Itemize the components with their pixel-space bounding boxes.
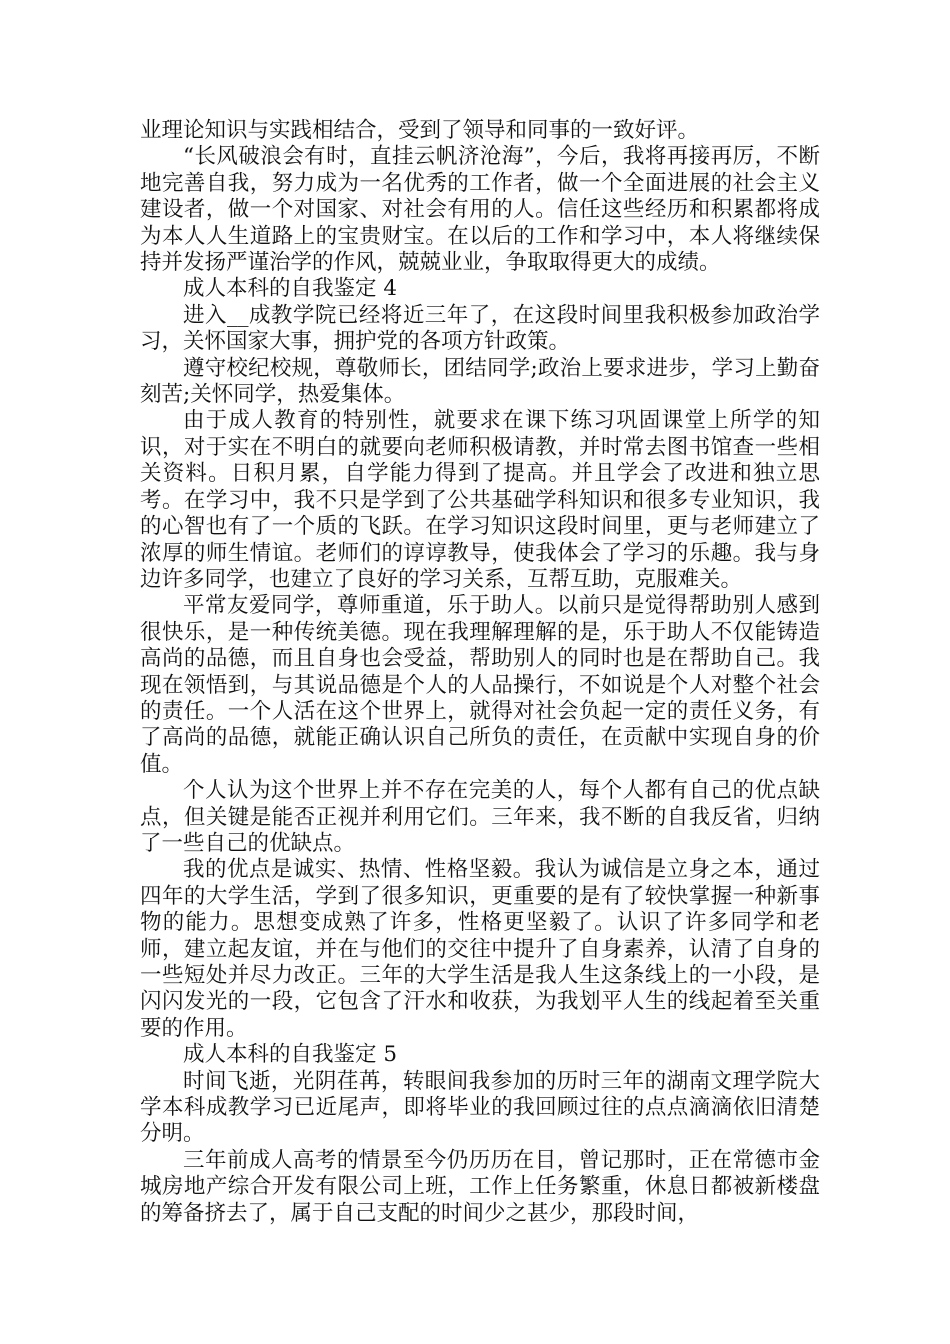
paragraph: 我的优点是诚实、热情、性格坚毅。我认为诚信是立身之本，通过四年的大学生活，学到了很多知识，更重要的是有了较快掌握一种新事物的能力。思想变成熟了许多，性格更坚毅了。认识了许多同学和老师，建立起友谊，并在与他们的交往中提升了自身素养，认清了自身的一些短处并尽力改正。三年的大学生活是我人生这条线上的一小段，是闪闪发光的一段，它包含了汗水和收获，为我划平人生的线起着至关重要的作用。 — [140, 857, 820, 1041]
paragraph: 由于成人教育的特别性，就要求在课下练习巩固课堂上所学的知识，对于实在不明白的就要向老师积极请教，并时常去图书馆查一些相关资料。日积月累，自学能力得到了提高。并且学会了改进和独立思考。在学习中，我不只是学到了公共基础学科知识和很多专业知识，我的心智也有了一个质的飞跃。在学习知识这段时间里，更与老师建立了浓厚的师生情谊。老师们的谆谆教导，使我体会了学习的乐趣。我与身边许多同学，也建立了良好的学习关系，互帮互助，克服难关。 — [140, 408, 820, 592]
section-heading-5: 成人本科的自我鉴定 5 — [183, 1042, 398, 1068]
paragraph: 平常友爱同学，尊师重道，乐于助人。以前只是觉得帮助别人感到很快乐，是一种传统美德。现在我理解理解的是，乐于助人不仅能铸造高尚的品德，而且自身也会受益，帮助别人的同时也是在帮助自己。我现在领悟到，与其说品德是个人的人品操行，不如说是个人对整个社会的责任。一个人活在这个世界上，就得对社会负起一定的责任义务，有了高尚的品德，就能正确认识自己所负的责任，在贡献中实现自身的价值。 — [140, 593, 820, 777]
paragraph: 时间飞逝，光阴荏苒，转眼间我参加的历时三年的湖南文理学院大学本科成教学习已近尾声，即将毕业的我回顾过往的点点滴滴依旧清楚分明。 — [140, 1068, 820, 1147]
paragraph-continued: 业理论知识与实践相结合，受到了领导和同事的一致好评。 — [140, 118, 700, 143]
paragraph: 进入__成教学院已经将近三年了，在这段时间里我积极参加政治学习，关怀国家大事，拥护党的各项方针政策。 — [140, 302, 820, 355]
paragraph: 遵守校纪校规，尊敬师长，团结同学;政治上要求进步，学习上勤奋刻苦;关怀同学，热爱集体。 — [140, 355, 820, 408]
paragraph: “长风破浪会有时，直挂云帆济沧海”，今后，我将再接再厉，不断地完善自我，努力成为一名优秀的工作者，做一个全面进展的社会主义建设者，做一个对国家、对社会有用的人。信任这些经历和积累都将成为本人人生道路上的宝贵财宝。在以后的工作和学习中，本人将继续保持并发扬严谨治学的作风，兢兢业业，争取取得更大的成绩。 — [140, 144, 820, 276]
paragraph: 个人认为这个世界上并不存在完美的人，每个人都有自己的优点缺点，但关键是能否正视并利用它们。三年来，我不断的自我反省，归纳了一些自己的优缺点。 — [140, 778, 820, 856]
document-page — [140, 118, 820, 1227]
paragraph: 三年前成人高考的情景至今仍历历在目，曾记那时，正在常德市金城房地产综合开发有限公司上班，工作上任务繁重，休息日都被新楼盘的筹备挤去了，属于自己支配的时间少之甚少，那段时间， — [140, 1147, 820, 1226]
section-heading-4: 成人本科的自我鉴定 4 — [183, 276, 398, 302]
